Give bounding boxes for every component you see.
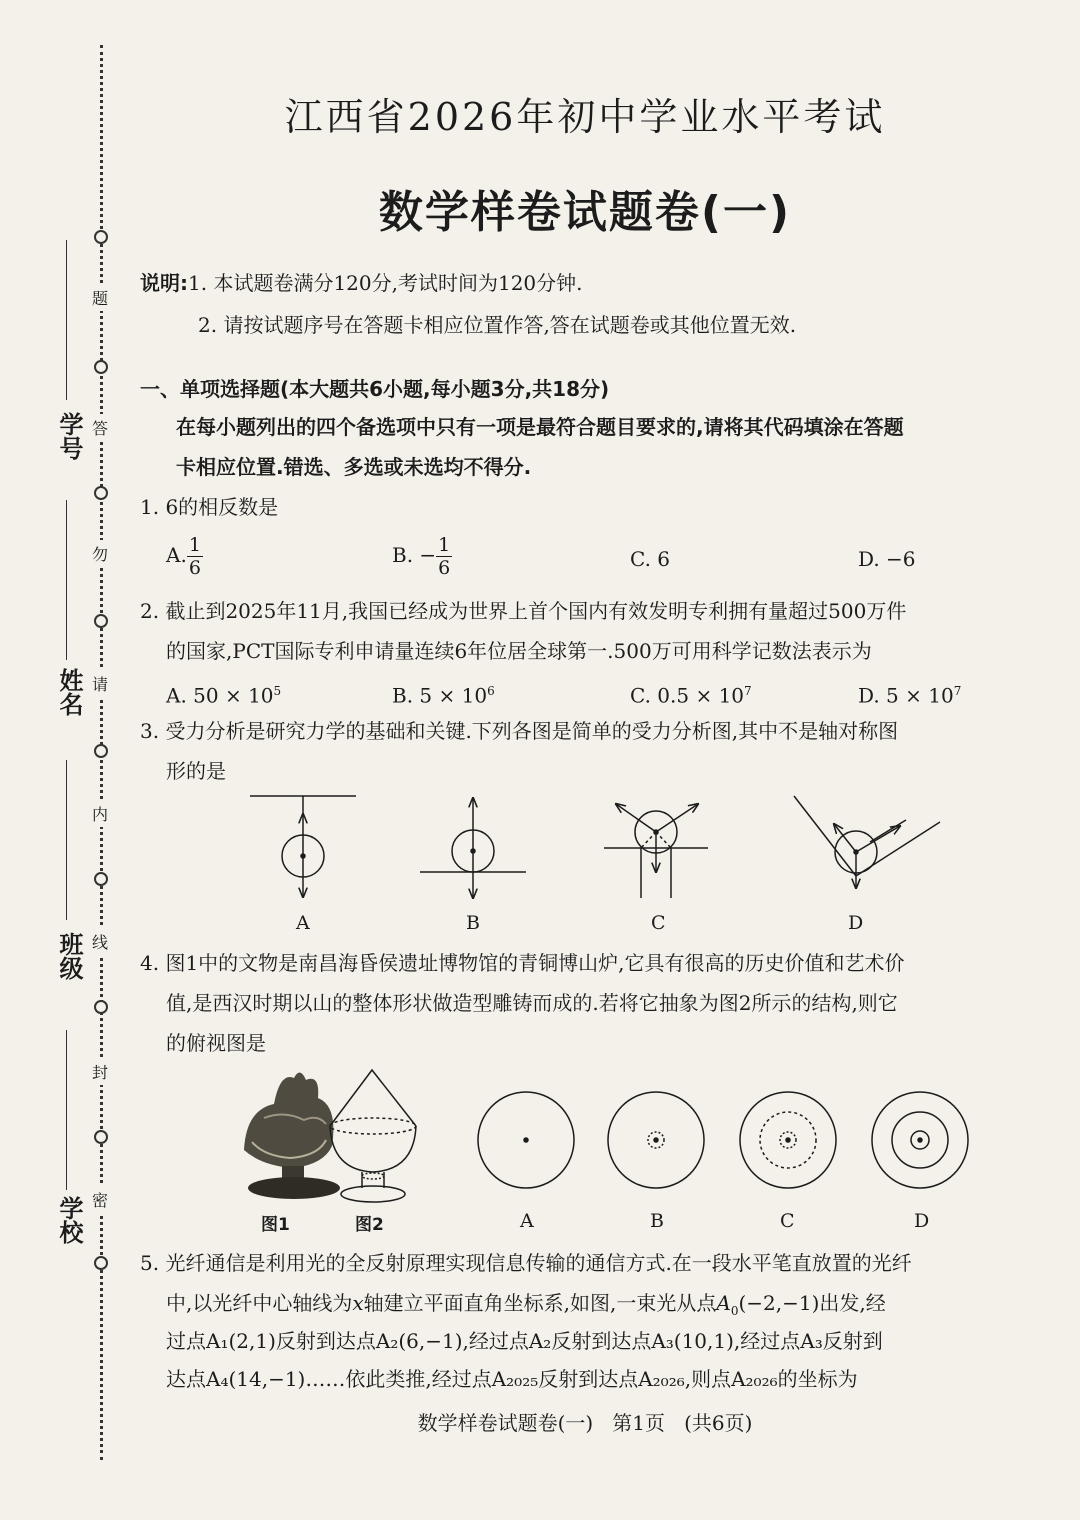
q1-a-fraction xyxy=(187,534,203,579)
q4-option-d-view xyxy=(872,1092,968,1188)
section-title: 一、单项选择题(本大题共6小题,每小题3分,共18分) xyxy=(140,377,610,401)
section-instruction-2: 卡相应位置.错选、多选或未选均不得分. xyxy=(176,455,532,479)
q2-line-2: 的国家,PCT国际专利申请量连续6年位居全球第一.500万可用科学记数法表示为 xyxy=(166,639,872,663)
q4-option-a-view xyxy=(478,1092,574,1188)
q2-d-exp: 7 xyxy=(953,684,962,698)
q4-option-b-view xyxy=(608,1092,704,1188)
ring-mark xyxy=(94,614,108,628)
school-line xyxy=(66,1030,67,1190)
q4-label-b: B xyxy=(650,1210,664,1232)
q3-line-2: 形的是 xyxy=(166,759,226,783)
q5-x-var: x xyxy=(352,1291,364,1315)
ring-mark xyxy=(94,1000,108,1014)
page-footer: 数学样卷试题卷(一) 第1页 (共6页) xyxy=(417,1411,753,1435)
seal-char: 题 xyxy=(92,284,108,311)
q5-line-1: 5. 光纤通信是利用光的全反射原理实现信息传输的通信方式.在一段水平笔直放置的光纤 xyxy=(140,1251,912,1275)
ring-mark xyxy=(94,486,108,500)
q2-option-b xyxy=(392,678,495,709)
seal-char: 封 xyxy=(92,1058,108,1085)
q2-b-base: B. 5 × 10 xyxy=(392,683,488,708)
seal-char: 线 xyxy=(92,928,108,955)
q1-option-c: C. 6 xyxy=(630,547,671,571)
q4-label-c: C xyxy=(780,1210,795,1232)
notes-line-1 xyxy=(140,270,583,296)
ring-mark xyxy=(94,1256,108,1270)
q3-line-1: 3. 受力分析是研究力学的基础和关键.下列各图是简单的受力分析图,其中不是轴对称图 xyxy=(140,719,899,743)
class-label: 班级 xyxy=(55,932,84,980)
school-label: 学校 xyxy=(55,1196,84,1244)
q4-line-1: 4. 图1中的文物是南昌海昏侯遗址博物馆的青铜博山炉,它具有很高的历史价值和艺术价 xyxy=(140,951,905,975)
q1-option-b xyxy=(392,534,452,579)
student-id-label: 学号 xyxy=(55,412,84,460)
q3-diagram-d xyxy=(794,796,940,888)
q5-subscript: 0 xyxy=(730,1304,739,1318)
q4-fig1-bronze-censer-image xyxy=(244,1072,340,1199)
exam-title: 江西省2026年初中学业水平考试 xyxy=(284,95,886,139)
notes-text-1: 1. 本试题卷满分120分,考试时间为120分钟. xyxy=(188,271,583,295)
q4-fig1-caption: 图1 xyxy=(261,1215,290,1235)
q1-b-fraction xyxy=(436,534,452,579)
seal-char: 勿 xyxy=(92,540,108,567)
q2-option-c xyxy=(630,678,752,709)
q1-stem: 1. 6的相反数是 xyxy=(140,495,279,519)
q4-label-a: A xyxy=(520,1210,534,1232)
q3-diagram-a xyxy=(250,796,356,897)
q3-diagram-c xyxy=(604,804,708,898)
name-label: 姓名 xyxy=(55,668,84,716)
q3-diagram-b xyxy=(420,798,526,898)
notes-line-2: 2. 请按试题序号在答题卡相应位置作答,答在试题卷或其他位置无效. xyxy=(198,313,797,337)
q3-force-diagrams xyxy=(230,780,960,910)
seal-char: 请 xyxy=(92,670,108,697)
numerator: 1 xyxy=(438,534,451,556)
q4-option-c-view xyxy=(740,1092,836,1188)
class-line xyxy=(66,760,67,920)
ring-mark xyxy=(94,360,108,374)
q5-line-4: 达点A₄(14,−1)……依此类推,经过点A₂₀₂₅反射到达点A₂₀₂₆,则点A₂₀₂₆的坐标为 xyxy=(166,1367,858,1391)
q4-figures xyxy=(234,1062,994,1212)
q4-label-d: D xyxy=(914,1210,930,1232)
q5-text: (−2,−1)出发,经 xyxy=(738,1291,886,1315)
q1-option-d: D. −6 xyxy=(858,547,916,571)
q3-label-b: B xyxy=(466,912,480,934)
paper-subtitle: 数学样卷试题卷(一) xyxy=(378,187,792,238)
q2-b-exp: 6 xyxy=(487,684,495,698)
q1-b-prefix: B. − xyxy=(392,543,437,567)
q3-label-d: D xyxy=(848,912,864,934)
q2-c-exp: 7 xyxy=(744,684,752,698)
q2-a-exp: 5 xyxy=(273,684,282,698)
q2-option-d xyxy=(858,678,961,709)
q4-line-2: 值,是西汉时期以山的整体形状做造型雕铸而成的.若将它抽象为图2所示的结构,则它 xyxy=(166,991,898,1015)
q5-point-a: A xyxy=(716,1291,731,1315)
denominator: 6 xyxy=(188,557,201,579)
q5-text: 中,以光纤中心轴线为 xyxy=(166,1291,353,1315)
q2-option-a xyxy=(166,678,281,709)
q1-option-a xyxy=(166,534,203,579)
q2-d-base: D. 5 × 10 xyxy=(858,683,954,708)
q5-line-3: 过点A₁(2,1)反射到达点A₂(6,−1),经过点A₂反射到达点A₃(10,1),经过点A₃反射到 xyxy=(166,1329,883,1353)
notes-label: 说明: xyxy=(140,271,188,295)
q3-label-a: A xyxy=(296,912,310,934)
ring-mark xyxy=(94,744,108,758)
q2-c-base: C. 0.5 × 10 xyxy=(630,683,745,708)
student-id-line xyxy=(66,240,67,400)
q2-line-1: 2. 截止到2025年11月,我国已经成为世界上首个国内有效发明专利拥有量超过500万件 xyxy=(140,599,907,623)
seal-char: 密 xyxy=(92,1186,108,1213)
section-instruction-1: 在每小题列出的四个备选项中只有一项是最符合题目要求的,请将其代码填涂在答题 xyxy=(176,415,904,439)
q4-fig2-structure xyxy=(330,1070,416,1202)
denominator: 6 xyxy=(438,557,451,579)
numerator: 1 xyxy=(188,534,201,556)
q4-fig2-caption: 图2 xyxy=(355,1215,384,1235)
q5-text: 轴建立平面直角坐标系,如图,一束光从点 xyxy=(363,1291,717,1315)
q2-a-base: A. 50 × 10 xyxy=(166,683,274,708)
name-line xyxy=(66,500,67,660)
ring-mark xyxy=(94,1130,108,1144)
seal-char: 答 xyxy=(92,414,108,441)
q1-a-prefix: A. xyxy=(166,543,187,567)
seal-char: 内 xyxy=(92,800,108,827)
ring-mark xyxy=(94,872,108,886)
q3-label-c: C xyxy=(651,912,666,934)
q4-line-3: 的俯视图是 xyxy=(166,1031,266,1055)
q5-line-2 xyxy=(166,1290,886,1324)
